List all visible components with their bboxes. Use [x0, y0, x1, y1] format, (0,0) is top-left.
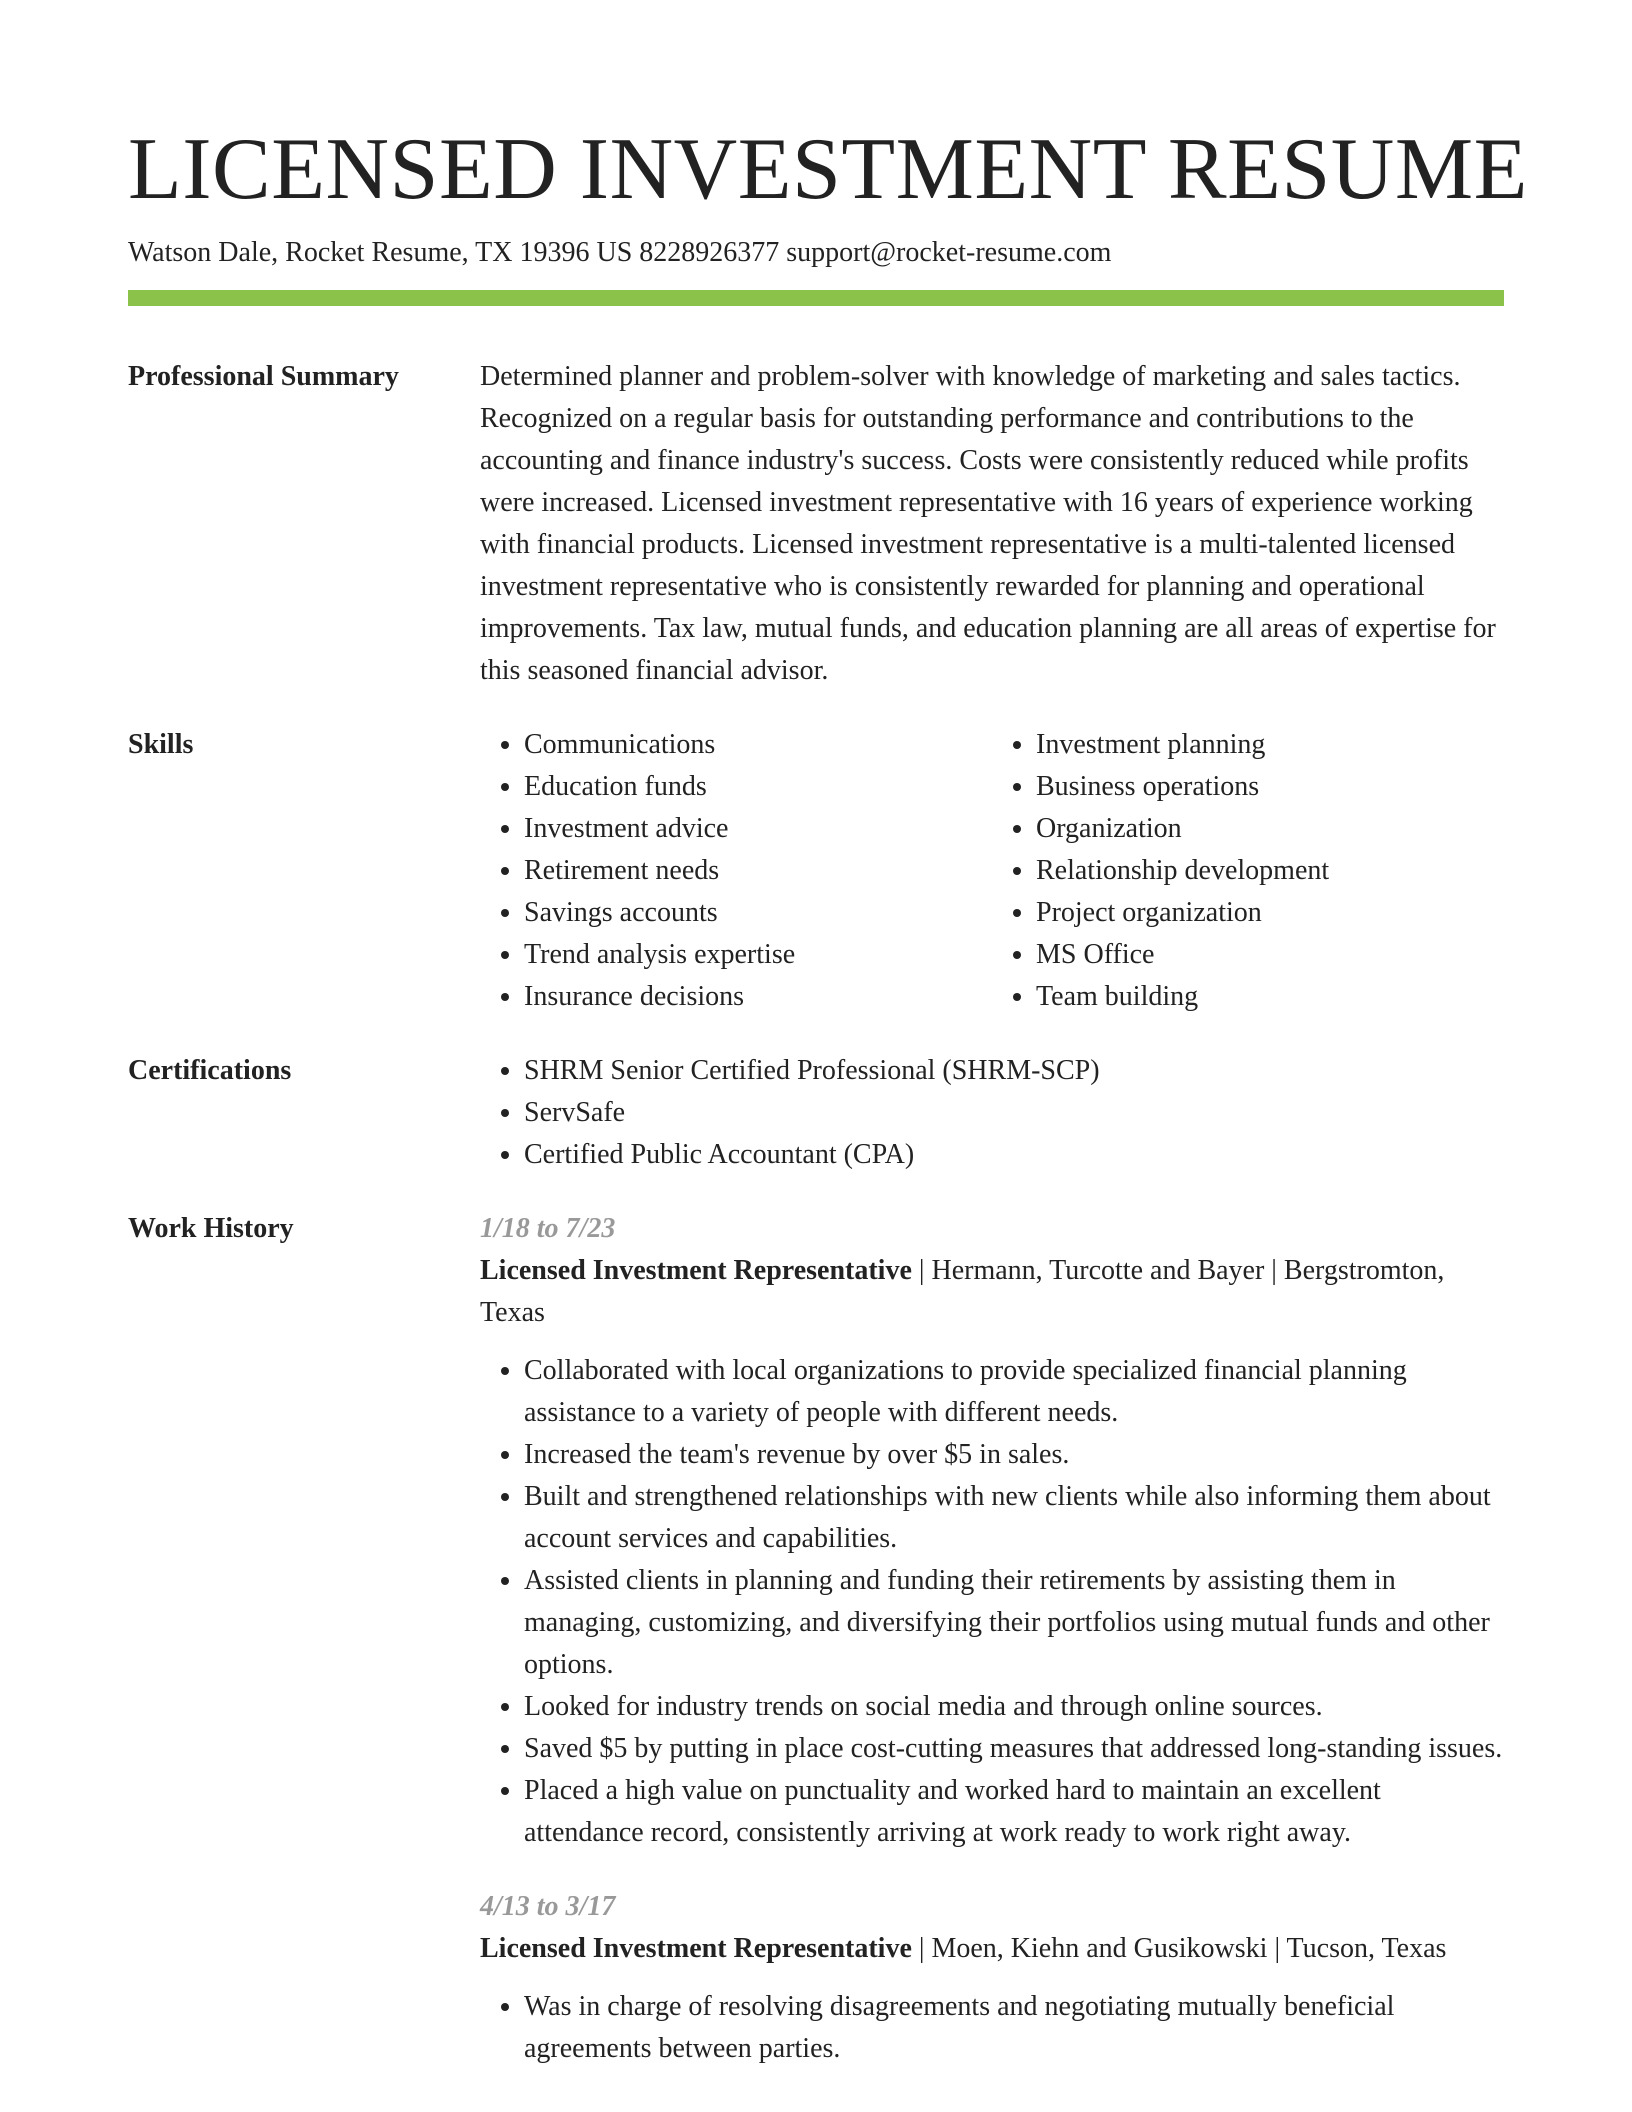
job-bullet-list [480, 1350, 1504, 1854]
skills-section [128, 724, 1504, 1018]
skills-label: Skills [128, 729, 194, 760]
certification-item: • ServSafe [524, 1092, 1504, 1134]
skill-item: • Organization [1036, 808, 1504, 850]
summary-label: Professional Summary [128, 361, 399, 392]
certification-item: • SHRM Senior Certified Professional (SHRM-SCP) [524, 1050, 1504, 1092]
skill-item: • Project organization [1036, 892, 1504, 934]
job-bullet: • Built and strengthened relationships with new clients while also informing them about account services and capabilities. [524, 1476, 1504, 1560]
skill-item: • Communications [524, 724, 992, 766]
skill-item: • Education funds [524, 766, 992, 808]
job-bullet: • Saved $5 by putting in place cost-cutting measures that addressed long-standing issues. [524, 1728, 1504, 1770]
skill-item: • Business operations [1036, 766, 1504, 808]
skill-item: • Relationship development [1036, 850, 1504, 892]
skill-item: • Trend analysis expertise [524, 934, 992, 976]
summary-text: Determined planner and problem-solver with knowledge of marketing and sales tactics. Recognized on a regular basis for outstanding performance and contributions to the accounting and finance industry's success. Costs were consistently reduced while profits were increased. Licensed investment representative with 16 years of experience working with financial products. Licensed investment representative is a multi-talented licensed investment representative who is consistently rewarded for planning and operational improvements. Tax law, mutual funds, and education planning are all areas of expertise for this seasoned financial advisor. [480, 361, 1496, 686]
certification-item: • Certified Public Accountant (CPA) [524, 1134, 1504, 1176]
job-bullet: • Placed a high value on punctuality and worked hard to maintain an excellent attendance record, consistently arriving at work ready to work right away. [524, 1770, 1504, 1854]
job-entry [480, 1886, 1504, 2070]
certifications-list [480, 1050, 1504, 1176]
skill-item: • Insurance decisions [524, 976, 992, 1018]
accent-divider [128, 290, 1504, 306]
skill-item: • Investment advice [524, 808, 992, 850]
job-bullet: • Assisted clients in planning and funding their retirements by assisting them in managing, customizing, and diversifying their portfolios using mutual funds and other options. [524, 1560, 1504, 1686]
work-history-label: Work History [128, 1213, 294, 1244]
job-bullet: • Increased the team's revenue by over $5 in sales. [524, 1434, 1504, 1476]
skill-item: • Savings accounts [524, 892, 992, 934]
skill-item: • Retirement needs [524, 850, 992, 892]
job-heading [480, 1250, 1504, 1334]
job-bullet: • Collaborated with local organizations to provide specialized financial planning assistance to a variety of people with different needs. [524, 1350, 1504, 1434]
resume-page [128, 0, 1528, 2070]
certifications-label: Certifications [128, 1055, 292, 1086]
certifications-section [128, 1050, 1504, 1176]
skills-list-right [992, 724, 1504, 1018]
summary-section [128, 356, 1504, 692]
job-dates: 1/18 to 7/23 [480, 1213, 616, 1244]
skill-item: • Investment planning [1036, 724, 1504, 766]
job-bullet: • Looked for industry trends on social media and through online sources. [524, 1686, 1504, 1728]
resume-title: LICENSED INVESTMENT RESUME [128, 121, 1528, 218]
job-bullet: • Was in charge of resolving disagreements and negotiating mutually beneficial agreements between parties. [524, 1986, 1504, 2070]
job-title: Licensed Investment Representative [480, 1255, 912, 1286]
skill-item: • MS Office [1036, 934, 1504, 976]
work-history-section [128, 1208, 1504, 2070]
job-title: Licensed Investment Representative [480, 1933, 912, 1964]
job-employer-location: | Hermann, Turcotte and Bayer | Bergstromton, Texas [480, 1255, 1445, 1328]
job-entry [480, 1208, 1504, 1854]
job-heading [480, 1928, 1504, 1970]
skills-grid [480, 724, 1504, 1018]
skills-list-left [480, 724, 992, 1018]
job-bullet-list [480, 1986, 1504, 2070]
contact-line: Watson Dale, Rocket Resume, TX 19396 US 8228926377 support@rocket-resume.com [128, 237, 1112, 268]
job-dates: 4/13 to 3/17 [480, 1891, 616, 1922]
job-employer-location: | Moen, Kiehn and Gusikowski | Tucson, Texas [911, 1933, 1447, 1964]
skill-item: • Team building [1036, 976, 1504, 1018]
